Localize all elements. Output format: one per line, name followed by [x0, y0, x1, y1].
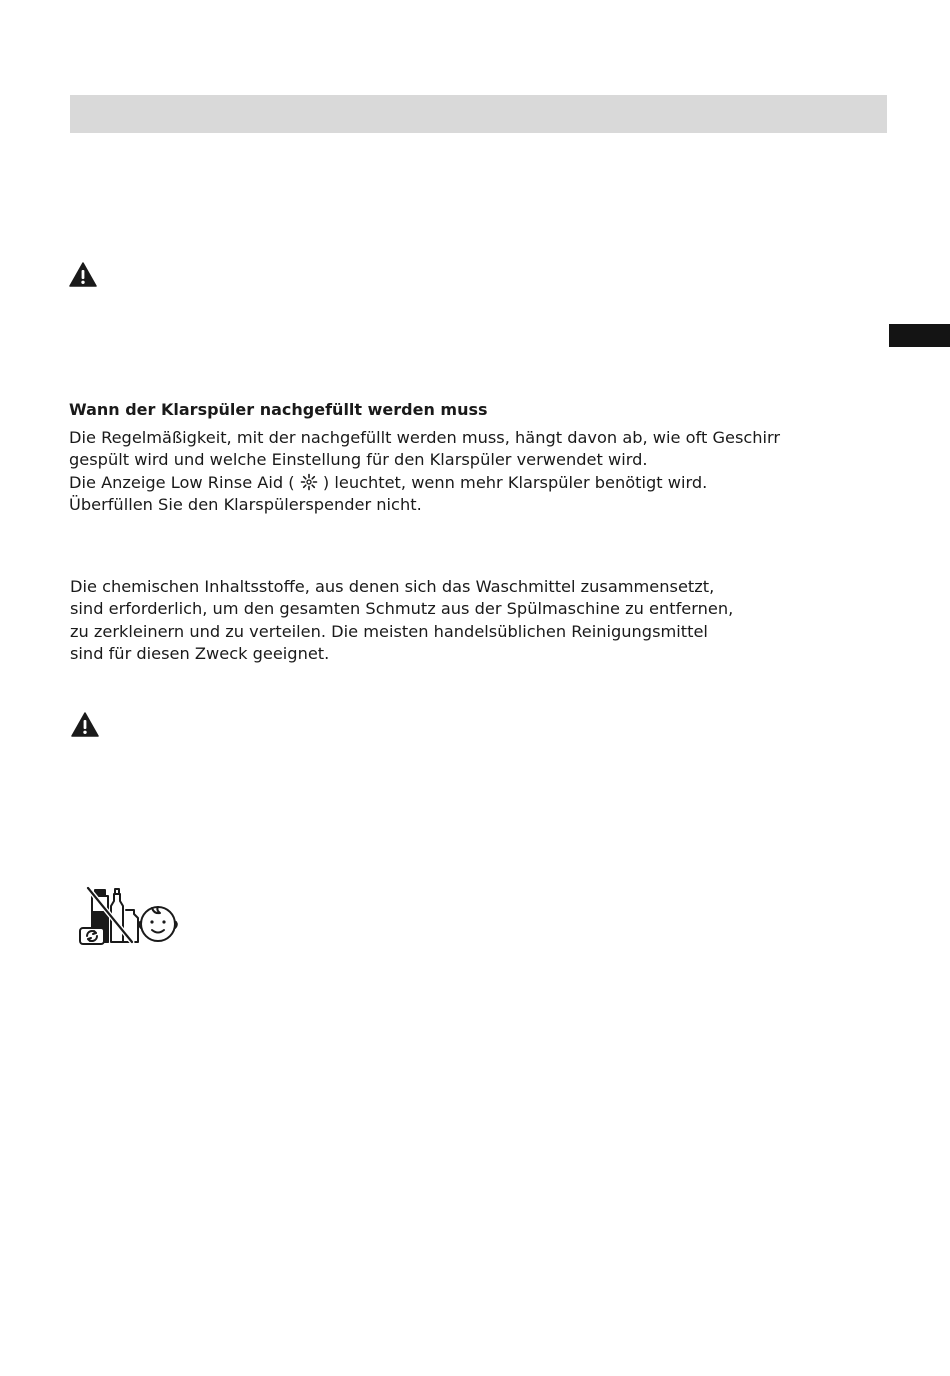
detergent-line-3: zu zerkleinern und zu verteilen. Die meisten handelsüblichen Reinigungsmittel: [70, 621, 708, 641]
warning-triangle-icon: [71, 712, 99, 737]
language-side-tab: [889, 324, 950, 347]
detergent-line-2: sind erforderlich, um den gesamten Schmutz aus der Spülmaschine zu entfernen,: [70, 599, 734, 619]
section-header-bar: [70, 95, 887, 133]
detergent-paragraph: [70, 576, 733, 666]
keep-away-from-children-icon: [78, 884, 182, 946]
rinse-aid-paragraph: [69, 427, 780, 517]
detergent-line-1: Die chemischen Inhaltsstoffe, aus denen sich das Waschmittel zusammensetzt,: [70, 577, 715, 596]
detergent-line-4: sind für diesen Zweck geeignet.: [70, 644, 330, 664]
rinse-aid-line-2: gespült wird und welche Einstellung für den Klarspüler verwendet wird.: [69, 450, 648, 470]
rinse-aid-line-4: Überfüllen Sie den Klarspülerspender nicht.: [69, 495, 422, 515]
rinse-aid-refill-heading: Wann der Klarspüler nachgefüllt werden muss: [69, 400, 488, 419]
rinse-aid-line-1: Die Regelmäßigkeit, mit der nachgefüllt werden muss, hängt davon ab, wie oft Geschirr: [69, 428, 781, 447]
warning-triangle-icon: [69, 262, 97, 287]
rinse-aid-line-3-end: ) leuchtet, wenn mehr Klarspüler benötigt wird.: [317, 472, 708, 492]
rinse-aid-line-3-start: Die Anzeige Low Rinse Aid (: [69, 472, 300, 492]
rinse-aid-line-3: [69, 472, 780, 494]
sun-icon: [300, 473, 318, 491]
